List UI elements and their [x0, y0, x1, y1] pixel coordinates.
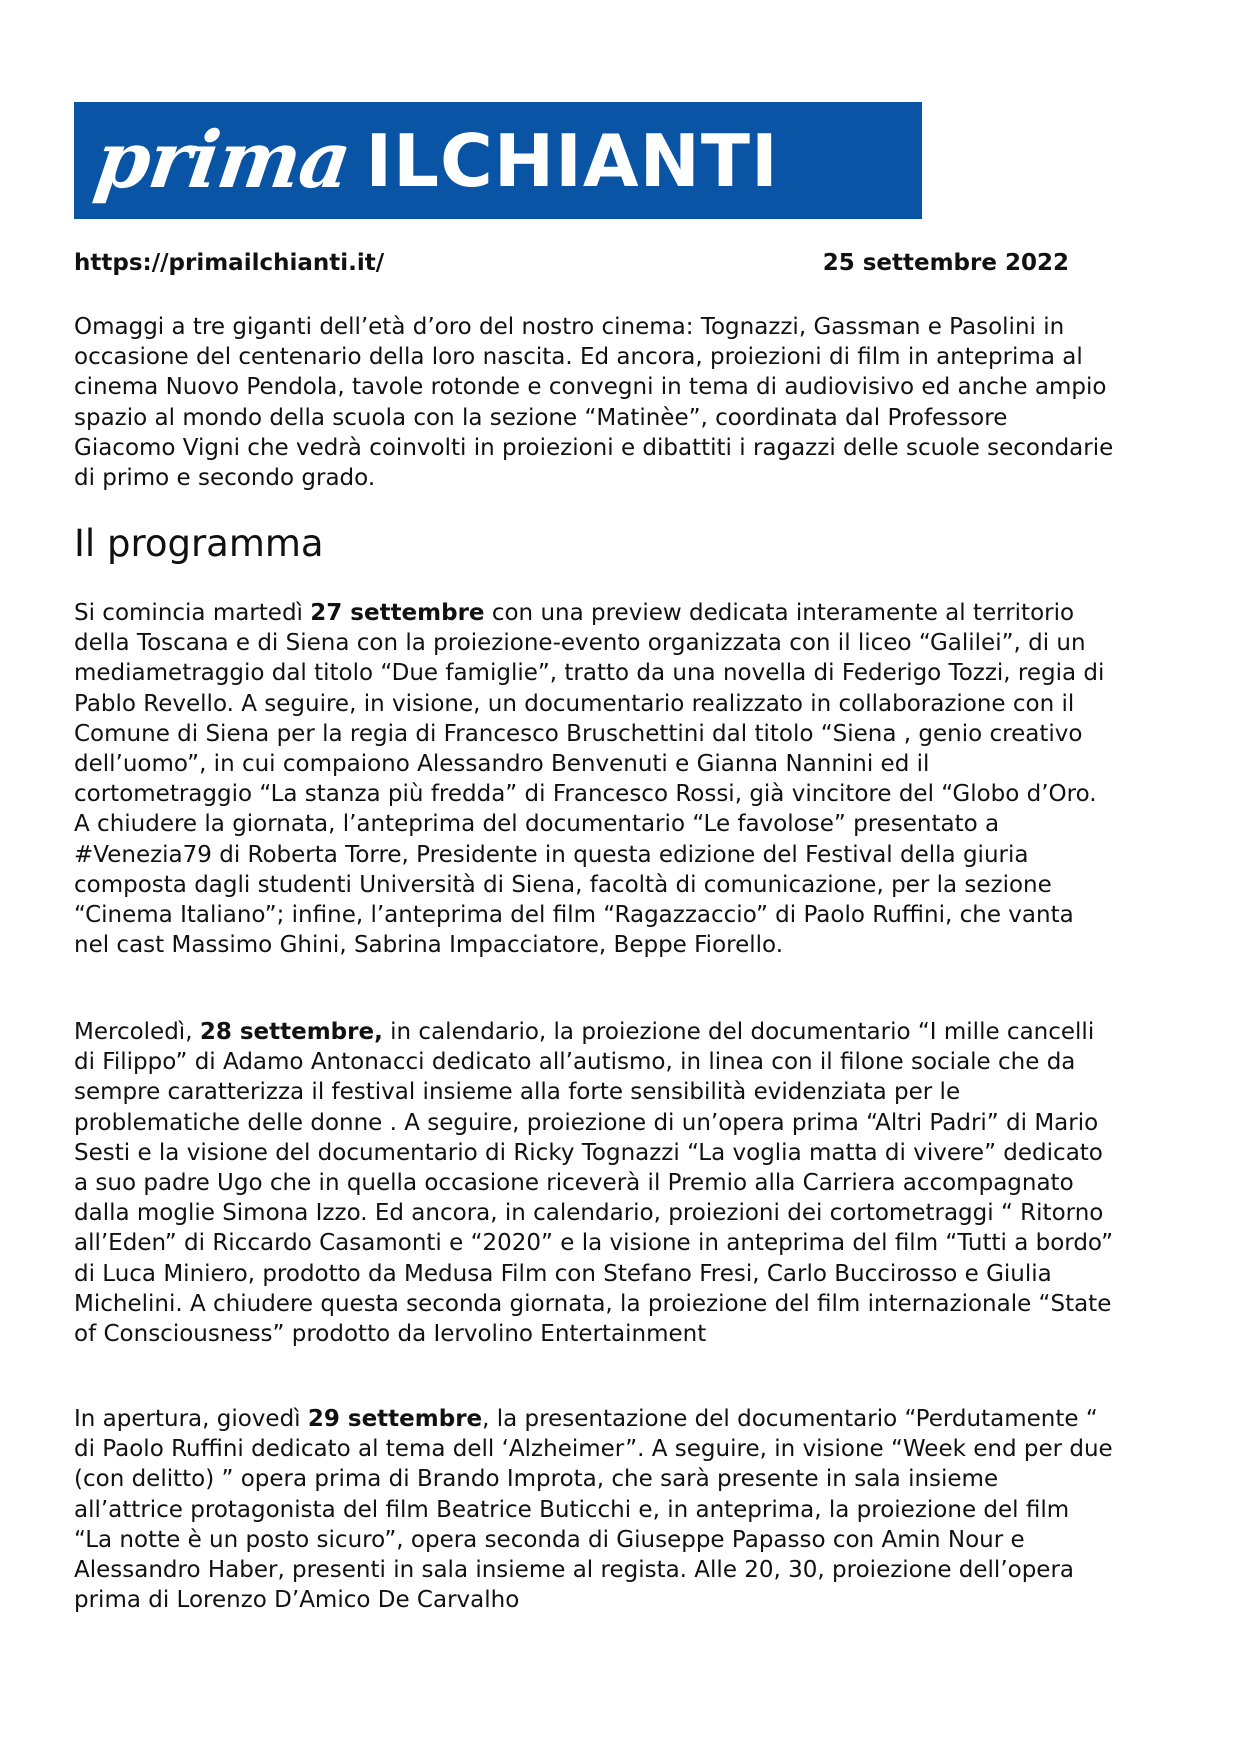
program-paragraph-2: [74, 1017, 1114, 1349]
paragraph-3-body: , la presentazione del documentario “Perdutamente “ di Paolo Ruffini dedicato al tema dell ‘Alzheimer”. A seguire, in visione “Week end per due (con delitto) ” opera prima di Brando Improta, che sarà presente in sala insieme all’attrice protagonista del film Beatrice Buticchi e, in anteprima, la proiezione del film “La notte è un posto sicuro”, opera seconda di Giuseppe Papasso con Amin Nour e Alessandro Haber, presenti in sala insieme al regista. Alle 20, 30, proiezione dell’opera prima di Lorenzo D’Amico De Carvalho: [74, 1406, 1113, 1614]
paragraph-2-date: 28 settembre,: [199, 1019, 383, 1045]
masthead-prima: prima: [89, 114, 356, 206]
paragraph-1-lead: Si comincia martedì: [74, 600, 311, 626]
paragraph-2-body: in calendario, la proiezione del documentario “I mille cancelli di Filippo” di Adamo Antonacci dedicato all’autismo, in linea con il filone sociale che da sempre caratterizza il festival insieme alla forte sensibilità evidenziata per le problematiche delle donne . A seguire, proiezione di un’opera prima “Altri Padri” di Mario Sesti e la visione del documentario di Ricky Tognazzi “La voglia matta di vivere” dedicato a suo padre Ugo che in quella occasione riceverà il Premio alla Carriera accompagnato dalla moglie Simona Izzo. Ed ancora, in calendario, proiezioni dei cortometraggi “ Ritorno all’Eden” di Riccardo Casamonti e “2020” e la visione in anteprima del film “Tutti a bordo” di Luca Miniero, prodotto da Medusa Film con Stefano Fresi, Carlo Buccirosso e Giulia Michelini. A chiudere questa seconda giornata, la proiezione del film internazionale “State of Consciousness” prodotto da Iervolino Entertainment: [74, 1019, 1114, 1348]
intro-text: Omaggi a tre giganti dell’età d’oro del nostro cinema: Tognazzi, Gassman e Pasolini in occasione del centenario della loro nascita. Ed ancora, proiezioni di film in anteprima al cinema Nuovo Pendola, tavole rotonde e convegni in tema di audiovisivo ed anche ampio spazio al mondo della scuola con la sezione “Matinèe”, coordinata dal Professore Giacomo Vigni che vedrà coinvolti in proiezioni e dibattiti i ragazzi delle scuole secondarie di primo e secondo grado.: [74, 314, 1114, 492]
publication-date: 25 settembre 2022: [822, 250, 1069, 276]
source-url: https://primailchianti.it/: [74, 250, 385, 276]
paragraph-3-lead: In apertura, giovedì: [74, 1406, 308, 1432]
paragraph-1-text: [74, 598, 1114, 960]
program-paragraph-1: [74, 598, 1114, 960]
paragraph-1-body: con una preview dedicata interamente al territorio della Toscana e di Siena con la proiezione-evento organizzata con il liceo “Galilei”, di un mediametraggio dal titolo “Due famiglie”, tratto da una novella di Federigo Tozzi, regia di Pablo Revello. A seguire, in visione, un documentario realizzato in collaborazione con il Comune di Siena per la regia di Francesco Bruschettini dal titolo “Siena , genio creativo dell’uomo”, in cui compaiono Alessandro Benvenuti e Gianna Nannini ed il cortometraggio “La stanza più fredda” di Francesco Rossi, già vincitore del “Globo d’Oro. A chiudere la giornata, l’anteprima del documentario “Le favolose” presentato a #Venezia79 di Roberta Torre, Presidente in questa edizione del Festival della giuria composta dagli studenti Università di Siena, facoltà di comunicazione, per la sezione “Cinema Italiano”; infine, l’anteprima del film “Ragazzaccio” di Paolo Ruffini, che vanta nel cast Massimo Ghini, Sabrina Impacciatore, Beppe Fiorello.: [74, 600, 1105, 959]
intro-paragraph: [74, 312, 1114, 493]
paragraph-2-lead: Mercoledì,: [74, 1019, 200, 1045]
paragraph-2-text: [74, 1017, 1114, 1349]
masthead-logo: [74, 102, 922, 219]
masthead-name: ILCHIANTI: [365, 118, 779, 203]
paragraph-3-text: [74, 1404, 1114, 1615]
source-line: [74, 250, 1074, 284]
program-paragraph-3: [74, 1404, 1114, 1615]
section-heading: Il programma: [74, 522, 324, 565]
paragraph-1-date: 27 settembre: [310, 600, 485, 626]
paragraph-3-date: 29 settembre: [307, 1406, 483, 1432]
